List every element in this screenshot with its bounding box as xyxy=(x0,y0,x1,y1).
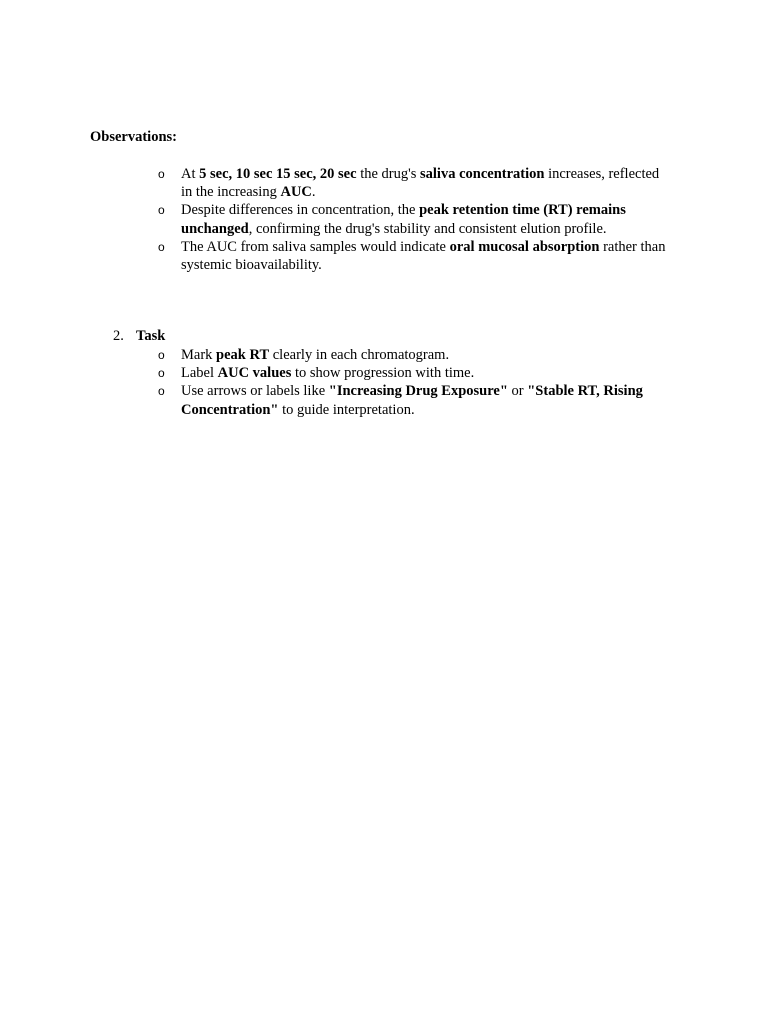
list-item xyxy=(0,346,671,364)
item-bold: AUC xyxy=(280,184,312,201)
item-bold: saliva concentration xyxy=(420,166,545,182)
item-bold: peak RT xyxy=(216,347,270,363)
task-number: 2. xyxy=(113,328,124,344)
item-text: The AUC from saliva samples would indicate xyxy=(181,238,450,255)
item-bold: peak retention time (RT) remains unchanged xyxy=(181,202,626,237)
observations-list xyxy=(0,165,768,274)
item-bold: 5 sec, 10 sec 15 sec, 20 sec xyxy=(199,166,357,182)
item-text: clearly in each chromatogram. xyxy=(269,347,450,363)
item-text: Despite differences in concentration, the xyxy=(181,202,420,219)
item-text: . xyxy=(311,184,316,201)
item-bold: oral mucosal absorption xyxy=(449,238,600,255)
bullet-marker: o xyxy=(158,384,165,399)
list-item xyxy=(0,382,671,418)
bullet-marker: o xyxy=(158,167,165,181)
item-bold: "Increasing Drug Exposure" xyxy=(328,383,508,400)
item-text: increases, reflected in the increasing xyxy=(181,166,660,201)
item-text: or xyxy=(507,383,528,400)
item-text: At xyxy=(181,166,200,182)
item-text: to guide interpretation. xyxy=(278,401,415,418)
item-text: Mark xyxy=(181,347,217,363)
item-text: rather than systemic bioavailability. xyxy=(181,238,666,274)
list-item xyxy=(0,201,671,237)
item-bold: "Stable RT, Rising Concentration" xyxy=(181,383,643,418)
list-item xyxy=(0,364,671,382)
list-item xyxy=(0,238,671,274)
observations-heading: Observations: xyxy=(90,129,177,145)
bullet-marker: o xyxy=(158,239,165,254)
bullet-marker: o xyxy=(158,348,165,362)
item-bold: AUC values xyxy=(217,365,292,382)
item-text: to show progression with time. xyxy=(291,365,475,382)
bullet-marker: o xyxy=(158,366,165,381)
item-text: Label xyxy=(181,365,218,382)
list-item xyxy=(0,165,671,201)
task-title: Task xyxy=(136,328,166,344)
item-text: the drug's xyxy=(356,166,420,182)
task-heading xyxy=(113,327,165,345)
bullet-marker: o xyxy=(158,203,165,218)
task-list xyxy=(0,346,768,419)
item-text: Use arrows or labels like xyxy=(181,383,329,400)
item-text: , confirming the drug's stability and consistent elution profile. xyxy=(248,220,607,237)
